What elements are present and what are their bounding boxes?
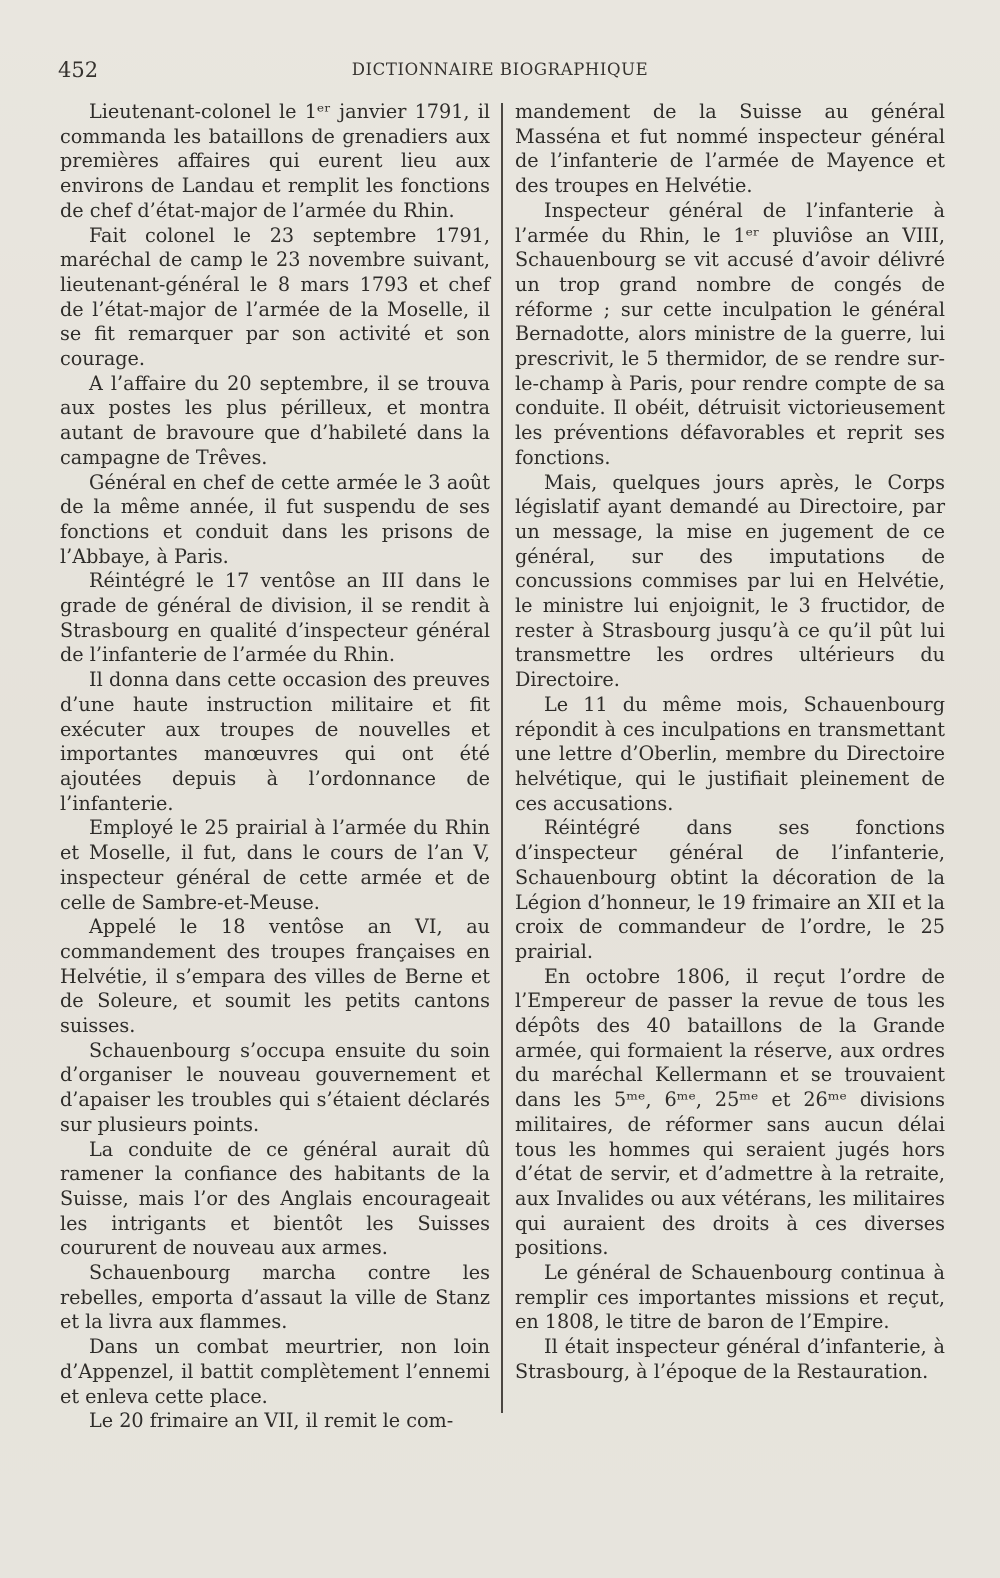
paragraph: Dans un combat meurtrier, non loin d’Appenzel, il battit complètement l’ennemi et enleva cette place. — [60, 1335, 490, 1408]
left-column — [60, 100, 490, 1434]
paragraph: Réintégré le 17 ventôse an III dans le grade de général de division, il se rendit à Strasbourg en qualité d’inspecteur général de l’infanterie de l’armée du Rhin. — [60, 569, 490, 667]
paragraph: Il donna dans cette occasion des preuves d’une haute instruction militaire et fit exécuter aux troupes de nouvelles et importantes manœuvres qui ont été ajoutées depuis à l’ordonnance de l’infanterie. — [60, 668, 490, 815]
paragraph: Le général de Schauenbourg continua à remplir ces importantes missions et reçut, en 1808, le titre de baron de l’Empire. — [515, 1261, 945, 1334]
paragraph: Schauenbourg marcha contre les rebelles, emporta d’assaut la ville de Stanz et la livra aux flammes. — [60, 1261, 490, 1334]
paragraph: Fait colonel le 23 septembre 1791, maréchal de camp le 23 novembre suivant, lieutenant-général le 8 mars 1793 et chef de l’état-major de l’armée de la Moselle, il se fit remarquer par son activité et son courage. — [60, 223, 490, 371]
paragraph: La conduite de ce général aurait dû ramener la confiance des habitants de la Suisse, mais l’or des Anglais encourageait les intrigants et bientôt les Suisses coururent de nouveau aux armes. — [60, 1137, 490, 1260]
paragraph: A l’affaire du 20 septembre, il se trouva aux postes les plus périlleux, et montra autant de bravoure que d’habileté dans la campagne de Trêves. — [60, 371, 490, 469]
paragraph: Lieutenant-colonel le 1ᵉʳ janvier 1791, il commanda les bataillons de grenadiers aux premières affaires qui eurent lieu aux environs de Landau et remplit les fonctions de chef d’état-major de l’armée du Rhin. — [60, 100, 490, 222]
right-column — [515, 100, 945, 1385]
running-title: DICTIONNAIRE BIOGRAPHIQUE — [351, 60, 649, 79]
paragraph: Appelé le 18 ventôse an VI, au commandement des troupes françaises en Helvétie, il s’empara des villes de Berne et de Soleure, et soumit les petits cantons suisses. — [60, 915, 490, 1038]
paragraph: Le 20 frimaire an VII, il remit le com- — [89, 1409, 454, 1433]
paragraph: Mais, quelques jours après, le Corps législatif ayant demandé au Directoire, par un message, la mise en jugement de ce général, sur des imputations de concussions commises par lui en Helvétie, le ministre lui enjoignit, le 3 fructidor, de rester à Strasbourg jusqu’à ce qu’il pût lui transmettre les ordres ultérieurs du Directoire. — [515, 470, 945, 692]
paragraph: Employé le 25 prairial à l’armée du Rhin et Moselle, il fut, dans le cours de l’an V, inspecteur général de cette armée et de celle de Sambre-et-Meuse. — [60, 816, 490, 914]
paragraph: Général en chef de cette armée le 3 août de la même année, il fut suspendu de ses fonctions et conduit dans les prisons de l’Abbaye, à Paris. — [60, 470, 490, 568]
paragraph: En octobre 1806, il reçut l’ordre de l’Empereur de passer la revue de tous les dépôts des 40 bataillons de la Grande armée, qui formaient la réserve, aux ordres du maréchal Kellermann et se trouvaient dans les 5ᵐᵉ, 6ᵐᵉ, 25ᵐᵉ et 26ᵐᵉ divisions militaires, de réformer sans aucun délai tous les hommes qui seraient jugés hors d’état de servir, et d’admettre à la retraite, aux Invalides ou aux vétérans, les militaires qui auraient des droits à ces diverses positions. — [515, 964, 945, 1260]
paragraph: Le 11 du même mois, Schauenbourg répondit à ces inculpations en transmettant une lettre d’Oberlin, membre du Directoire helvétique, qui le justifiait pleinement de ces accusations. — [515, 692, 945, 815]
column-divider — [501, 103, 503, 1413]
page-header — [0, 58, 1000, 88]
paragraph: Schauenbourg s’occupa ensuite du soin d’organiser le nouveau gouvernement et d’apaiser les troubles qui s’étaient déclarés sur plusieurs points. — [60, 1038, 490, 1136]
page-number: 452 — [58, 58, 99, 82]
paragraph: Réintégré dans ses fonctions d’inspecteur général de l’infanterie, Schauenbourg obtint la décoration de la Légion d’honneur, le 19 frimaire an XII et la croix de commandeur de l’ordre, le 25 prairial. — [515, 816, 945, 963]
paragraph: Il était inspecteur général d’infanterie, à Strasbourg, à l’époque de la Restauration. — [515, 1335, 945, 1383]
paragraph: Inspecteur général de l’infanterie à l’armée du Rhin, le 1ᵉʳ pluviôse an VIII, Schauenbourg se vit accusé d’avoir délivré un trop grand nombre de congés de réforme ; sur cette inculpation le général Bernadotte, alors ministre de la guerre, lui prescrivit, le 5 thermidor, de se rendre sur-le-champ à Paris, pour rendre compte de sa conduite. Il obéit, détruisit victorieusement les préventions défavorables et reprit ses fonctions. — [515, 198, 945, 469]
paragraph: mandement de la Suisse au général Masséna et fut nommé inspecteur général de l’infanterie de l’armée de Mayence et des troupes en Helvétie. — [515, 100, 945, 198]
